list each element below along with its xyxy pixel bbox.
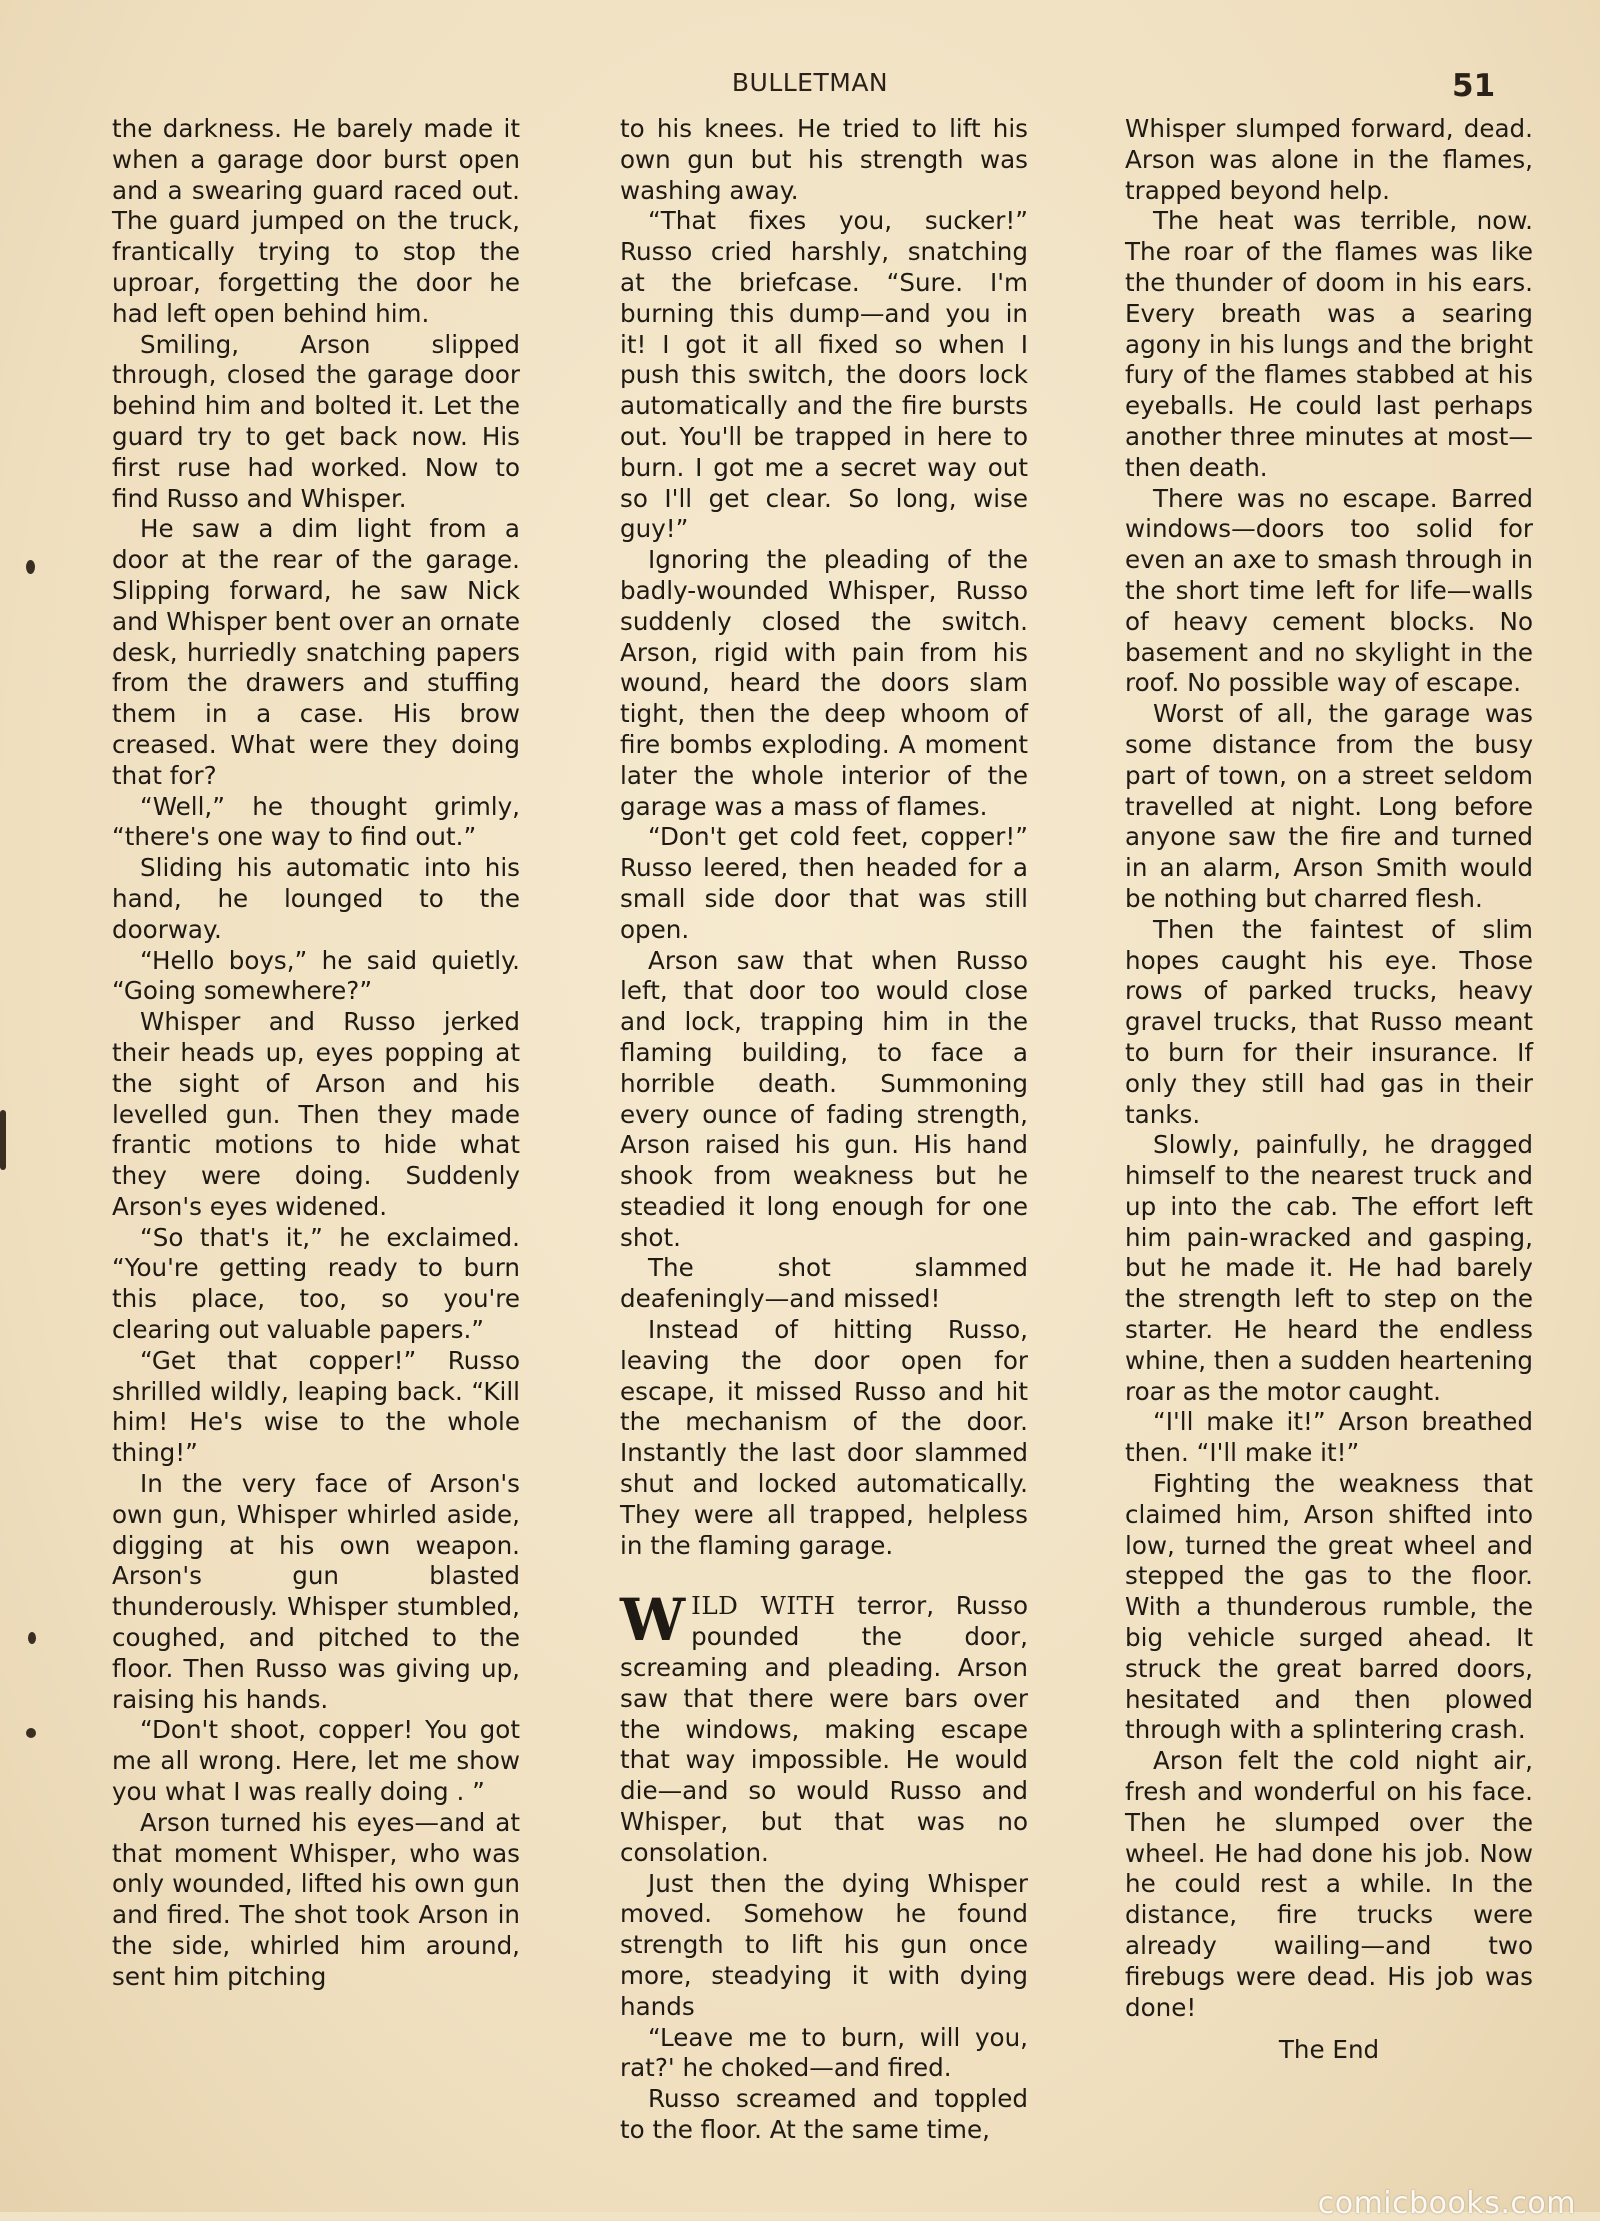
- paragraph: Slowly, painfully, he dragged himself to the nearest truck and up into the cab. The effort left him pain-wracked and gasping, but he made it. He had barely the strength left to step on the starter. He heard the endless whine, then a sudden heartening roar as the motor caught.: [1125, 1130, 1533, 1406]
- paragraph: In the very face of Arson's own gun, Whisper whirled aside, digging at his own weapon. Arson's gun blasted thunderously. Whisper stumbled, coughed, and pitched to the floor. Then Russo was giving up, raising his hands.: [112, 1469, 520, 1714]
- paragraph: “I'll make it!” Arson breathed then. “I'll make it!”: [1125, 1407, 1533, 1468]
- paragraph: the darkness. He barely made it when a garage door burst open and a swearing guard raced out. The guard jumped on the truck, frantically trying to stop the uproar, forgetting the door he had left open behind him.: [112, 114, 520, 328]
- paragraph: “So that's it,” he exclaimed. “You're getting ready to burn this place, too, so you're clearing out valuable papers.”: [112, 1222, 520, 1345]
- paragraph: Instead of hitting Russo, leaving the door open for escape, it missed Russo and hit the mechanism of the door. Instantly the last door slammed shut and locked automatically. They were all trapped, helpless in the flaming garage.: [620, 1315, 1028, 1560]
- paragraph: He saw a dim light from a door at the rear of the garage. Slipping forward, he saw Nick and Whisper bent over an ornate desk, hurriedly snatching papers from the drawers and stuffing them in a case. His brow creased. What were they doing that for?: [112, 514, 520, 790]
- paragraph: Ignoring the pleading of the badly-wounded Whisper, Russo suddenly closed the switch. Arson, rigid with pain from his wound, heard the doors slam tight, then the deep whoom of fire bombs exploding. A moment later the whole interior of the garage was a mass of flames.: [620, 545, 1028, 821]
- ink-speck: [0, 1110, 6, 1170]
- paragraph: to his knees. He tried to lift his own gun but his strength was washing away.: [620, 114, 1028, 205]
- running-title: BULLETMAN: [731, 68, 889, 97]
- ink-speck: [26, 1728, 36, 1738]
- paragraph: “Don't shoot, copper! You got me all wrong. Here, let me show you what I was really doing . ”: [112, 1715, 520, 1807]
- text-column-2: [620, 114, 1028, 2146]
- section-opening-paragraph: [620, 1586, 1028, 1868]
- small-caps-lead: ILD WITH: [691, 1591, 836, 1621]
- paragraph: “Leave me to burn, will you, rat?' he choked—and fired.: [620, 2022, 1028, 2083]
- paragraph: Just then the dying Whisper moved. Somehow he found strength to lift his gun once more, steadying it with dying hands: [620, 1868, 1028, 2021]
- ink-speck: [28, 1632, 36, 1644]
- page-number: 51: [1452, 68, 1496, 104]
- paragraph: Russo screamed and toppled to the floor. At the same time,: [620, 2084, 1028, 2144]
- paragraph: “That fixes you, sucker!” Russo cried harshly, snatching at the briefcase. “Sure. I'm burning this dump—and you in it! I got it all fixed so when I push this switch, the doors lock automatically and the fire bursts out. You'll be trapped in here to burn. I got me a secret way out so I'll get clear. So long, wise guy!”: [620, 206, 1028, 544]
- paragraph: Fighting the weakness that claimed him, Arson shifted into low, turned the great wheel and stepped the gas to the floor. With a thunderous rumble, the big vehicle surged ahead. It struck the great barred doors, hesitated and then plowed through with a splintering crash.: [1125, 1469, 1533, 1745]
- paragraph: The heat was terrible, now. The roar of the flames was like the thunder of doom in his ears. Every breath was a searing agony in his lungs and the bright fury of the flames stabbed at his eyeballs. He could last perhaps another three minutes at most—then death.: [1125, 206, 1533, 482]
- paragraph: Whisper and Russo jerked their heads up, eyes popping at the sight of Arson and his levelled gun. Then they made frantic motions to hide what they were doing. Suddenly Arson's eyes widened.: [112, 1007, 520, 1221]
- the-end-label: The End: [1278, 2035, 1380, 2065]
- paragraph: Arson felt the cold night air, fresh and wonderful on his face. Then he slumped over the wheel. He had done his job. Now he could rest a while. In the distance, fire trucks were already wailing—and two firebugs were dead. His job was done!: [1125, 1746, 1533, 2022]
- paragraph: Whisper slumped forward, dead. Arson was alone in the flames, trapped beyond help.: [1125, 114, 1533, 205]
- paragraph: “Hello boys,” he said quietly. “Going somewhere?”: [112, 945, 520, 1006]
- text-column-1: [112, 114, 520, 1993]
- drop-cap: W: [620, 1586, 686, 1655]
- paragraph: Sliding his automatic into his hand, he lounged to the doorway.: [112, 853, 520, 944]
- paragraph: Arson turned his eyes—and at that moment Whisper, who was only wounded, lifted his own gun and fired. The shot took Arson in the side, whirled him around, sent him pitching: [112, 1807, 520, 1991]
- paragraph: The shot slammed deafeningly—and missed!: [620, 1253, 1028, 1314]
- paragraph: Then the faintest of slim hopes caught his eye. Those rows of parked trucks, heavy gravel trucks, that Russo meant to burn for their insurance. If only they still had gas in their tanks.: [1125, 914, 1533, 1129]
- paragraph: There was no escape. Barred windows—doors too solid for even an axe to smash through in the short time left for life—walls of heavy cement blocks. No basement and no skylight in the roof. No possible way of escape.: [1125, 483, 1533, 698]
- paragraph: Worst of all, the garage was some distance from the busy part of town, on a street seldom travelled at night. Long before anyone saw the fire and turned in an alarm, Arson Smith would be nothing but charred flesh.: [1125, 699, 1533, 913]
- paragraph: Smiling, Arson slipped through, closed the garage door behind him and bolted it. Let the guard try to get back now. His first ruse had worked. Now to find Russo and Whisper.: [112, 329, 520, 513]
- paragraph-text: terror, Russo pounded the door, screaming and pleading. Arson saw that there were bars over the windows, making escape that way impossible. He would die—and so would Russo and Whisper, but that was no consolation.: [620, 1591, 1028, 1867]
- paragraph: Arson saw that when Russo left, that door too would close and lock, trapping him in the flaming building, to face a horrible death. Summoning every ounce of fading strength, Arson raised his gun. His hand shook from weakness but he steadied it long enough for one shot.: [620, 945, 1028, 1252]
- text-column-3: [1125, 114, 1533, 2066]
- ink-speck: [26, 560, 35, 574]
- page-header: [0, 68, 1600, 108]
- paragraph: “Well,” he thought grimly, “there's one way to find out.”: [112, 791, 520, 852]
- site-watermark: comicbooks.com: [1317, 2186, 1576, 2221]
- paragraph: “Get that copper!” Russo shrilled wildly, leaping back. “Kill him! He's wise to the whole thing!”: [112, 1345, 520, 1468]
- paragraph: “Don't get cold feet, copper!” Russo leered, then headed for a small side door that was still open.: [620, 822, 1028, 944]
